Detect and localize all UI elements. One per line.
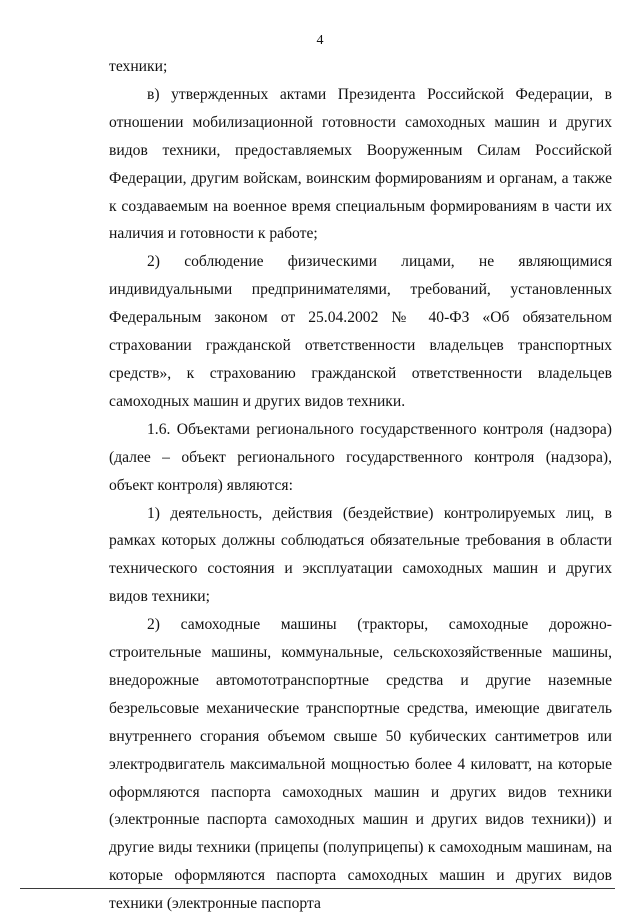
paragraph-object-2: 2) самоходные машины (тракторы, самоходные дорожно-строительные машины, коммунальные, сельскохозяйственные машины, внедорожные автомототранспортные средства и другие наземные безрельсовые механические транспортные средства, имеющие двигатель внутреннего сгорания объемом свыше 50 кубических сантиметров или электродвигатель максимальной мощностью более 4 киловатт, на которые оформляются паспорта самоходных машин и других видов техники (электронные паспорта самоходных машин и других видов техники)) и другие виды техники (прицепы (полуприцепы) к самоходным машинам, на которые оформляются паспорта самоходных машин и других видов техники (электронные паспорта xyxy=(109,616,612,913)
paragraph-object-1: 1) деятельность, действия (бездействие) контролируемых лиц, в рамках которых должны соблюдаться обязательные требования в области технического состояния и эксплуатации самоходных машин и других видов техники; xyxy=(109,504,612,606)
document-body xyxy=(109,53,612,918)
bottom-divider xyxy=(20,888,615,889)
page-number: 4 xyxy=(316,33,324,48)
paragraph-item-v: в) утвержденных актами Президента Российской Федерации, в отношении мобилизационной готовности самоходных машин и других видов техники, предоставляемых Вооруженным Силам Российской Федерации, другим войскам, воинским формированиям и органам, а также к создаваемым на военное время специальным формированиям в части их наличия и готовности к работе; xyxy=(109,85,612,243)
paragraph-section-1-6: 1.6. Объектами регионального государственного контроля (надзора) (далее – объект регионального государственного контроля (надзора), объект контроля) являются: xyxy=(109,420,612,494)
paragraph-continuation: техники; xyxy=(109,58,168,75)
paragraph-item-2-insurance: 2) соблюдение физическими лицами, не являющимися индивидуальными предпринимателями, требований, установленных Федеральным законом от 25.04.2002 № 40-ФЗ «Об обязательном страховании гражданской ответственности владельцев транспортных средств», к страхованию гражданской ответственности владельцев самоходных машин и других видов техники. xyxy=(109,253,612,410)
